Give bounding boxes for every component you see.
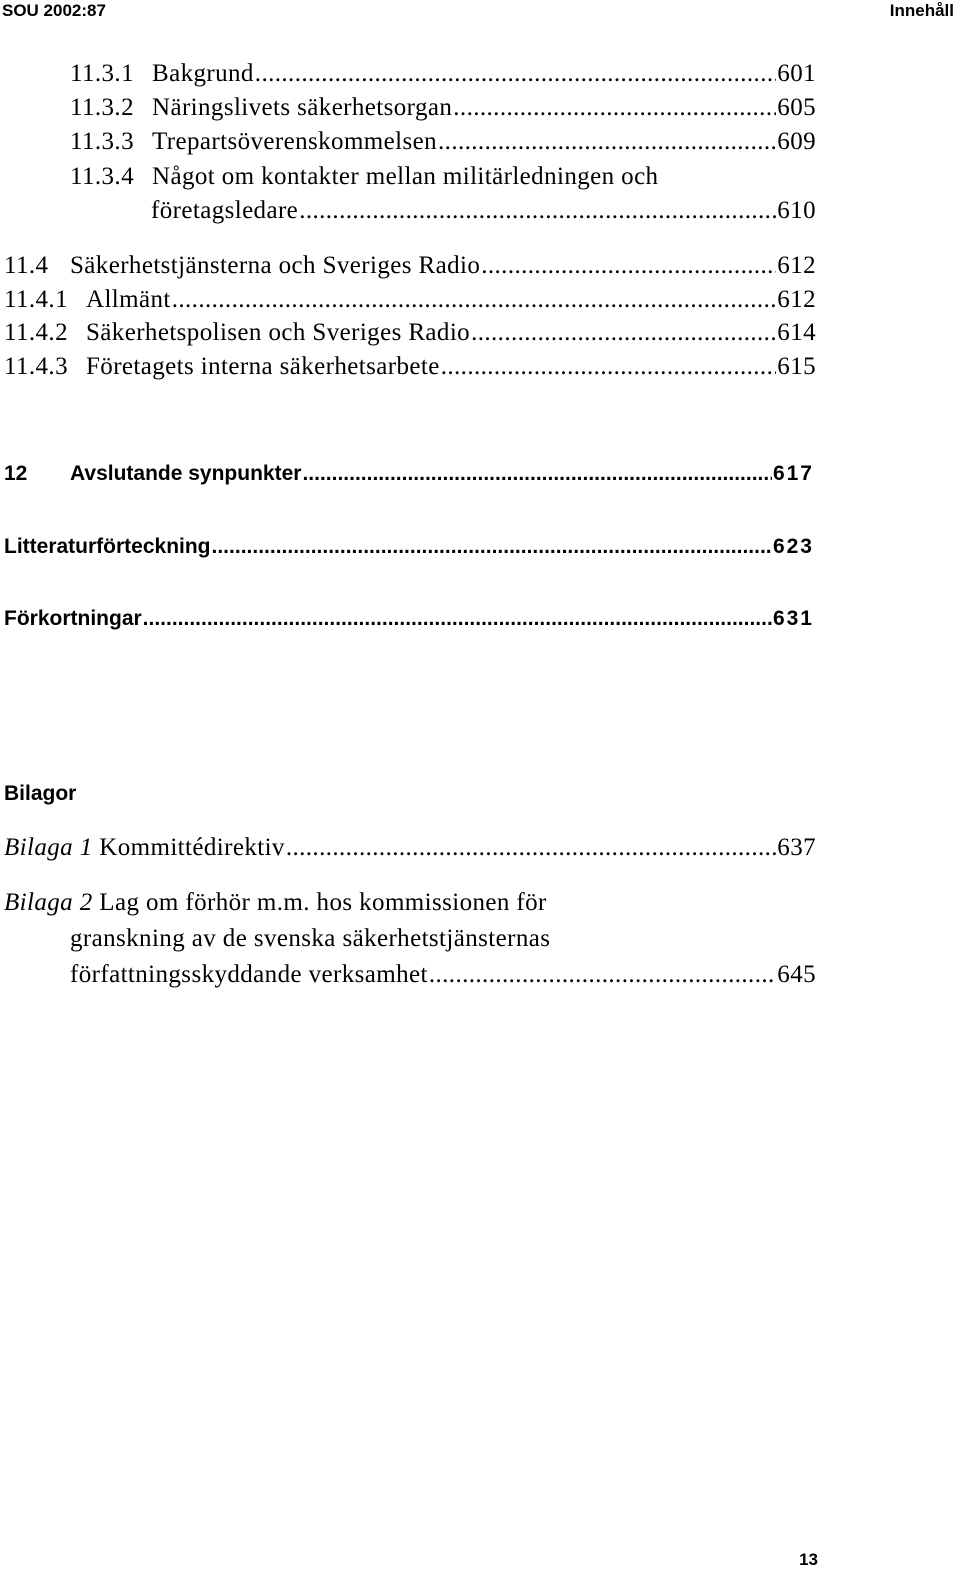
toc-leader-dots xyxy=(212,535,772,559)
toc-entry-page: 612 xyxy=(777,252,816,279)
toc-entry-page: 610 xyxy=(777,197,816,224)
toc-leader-dots xyxy=(453,94,776,122)
toc-entry-title: Trepartsöverenskommelsen xyxy=(152,128,438,155)
toc-entry-title: Säkerhetstjänsterna och Sveriges Radio xyxy=(70,252,481,279)
toc-entry-number: 11.3.1 xyxy=(70,60,134,87)
toc-entry[interactable] xyxy=(4,286,816,314)
toc-entry-page: 614 xyxy=(777,319,816,346)
toc-leader-dots xyxy=(143,607,772,631)
toc-entry-number: 11.4.3 xyxy=(4,353,68,380)
toc-entry[interactable] xyxy=(70,60,816,88)
appendix-label: Bilaga 1 xyxy=(4,834,93,861)
appendix-title-continued: författningsskyddande verksamhet xyxy=(70,961,428,988)
toc-entry-title: Bakgrund xyxy=(152,60,254,87)
toc-entry[interactable] xyxy=(4,319,816,347)
appendix-title: Kommittédirektiv xyxy=(99,834,285,861)
appendix-title: Lag om förhör m.m. hos kommissionen för xyxy=(99,889,547,916)
toc-entry[interactable] xyxy=(70,128,816,156)
appendix-title-continued: granskning av de svenska säkerhetstjänsternas xyxy=(70,925,551,952)
toc-chapter-title: Förkortningar xyxy=(4,607,142,630)
toc-entry-number: 11.4 xyxy=(4,252,49,279)
toc-chapter-page: 617 xyxy=(772,462,814,485)
toc-chapter-number: 12 xyxy=(4,462,28,485)
toc-entry-number: 11.3.2 xyxy=(70,94,134,121)
toc-entry-page: 615 xyxy=(777,353,816,380)
toc-leader-dots xyxy=(438,128,776,156)
appendix-entry-continuation[interactable] xyxy=(70,961,816,989)
toc-chapter[interactable] xyxy=(4,607,814,631)
appendix-page: 645 xyxy=(777,961,816,988)
running-header-right: Innehåll xyxy=(889,1,954,20)
toc-chapter-page: 623 xyxy=(772,535,814,558)
toc-leader-dots xyxy=(286,834,776,862)
toc-entry[interactable] xyxy=(4,252,816,280)
appendix-page: 637 xyxy=(777,834,816,861)
toc-entry-title: Företagets interna säkerhetsarbete xyxy=(86,353,440,380)
toc-leader-dots xyxy=(302,462,772,486)
toc-chapter-title: Litteraturförteckning xyxy=(4,535,211,558)
toc-entry-page: 612 xyxy=(777,286,816,313)
toc-entry-continuation[interactable] xyxy=(151,197,816,225)
toc-chapter-title: Avslutande synpunkter xyxy=(70,462,302,485)
toc-leader-dots xyxy=(299,197,776,225)
toc-entry-page: 601 xyxy=(777,60,816,87)
toc-entry[interactable] xyxy=(70,94,816,122)
toc-chapter[interactable] xyxy=(4,462,814,486)
toc-entry-title: Något om kontakter mellan militärledningen och xyxy=(152,163,659,190)
appendix-label: Bilaga 2 xyxy=(4,889,93,916)
toc-chapter[interactable] xyxy=(4,535,814,559)
toc-entry-number: 11.4.1 xyxy=(4,286,68,313)
toc-leader-dots xyxy=(441,353,777,381)
toc-leader-dots xyxy=(172,286,777,314)
page-number: 13 xyxy=(799,1550,818,1569)
running-header-left: SOU 2002:87 xyxy=(2,1,106,20)
toc-leader-dots xyxy=(481,252,776,280)
toc-entry-title: Allmänt xyxy=(86,286,171,313)
toc-entry-title-continued: företagsledare xyxy=(151,197,299,224)
toc-entry[interactable] xyxy=(4,353,816,381)
appendix-entry[interactable] xyxy=(4,889,816,917)
toc-entry-page: 609 xyxy=(777,128,816,155)
toc-entry[interactable] xyxy=(70,163,816,191)
appendices-heading: Bilagor xyxy=(4,782,77,805)
toc-entry-number: 11.3.3 xyxy=(70,128,134,155)
toc-entry-number: 11.3.4 xyxy=(70,163,134,190)
toc-entry-number: 11.4.2 xyxy=(4,319,68,346)
toc-entry-title: Näringslivets säkerhetsorgan xyxy=(152,94,453,121)
toc-leader-dots xyxy=(255,60,777,88)
toc-entry-title: Säkerhetspolisen och Sveriges Radio xyxy=(86,319,471,346)
toc-leader-dots xyxy=(429,961,776,989)
toc-entry-page: 605 xyxy=(777,94,816,121)
appendix-entry-continuation[interactable] xyxy=(70,925,816,953)
toc-chapter-page: 631 xyxy=(772,607,814,630)
appendix-entry[interactable] xyxy=(4,834,816,862)
toc-leader-dots xyxy=(471,319,776,347)
